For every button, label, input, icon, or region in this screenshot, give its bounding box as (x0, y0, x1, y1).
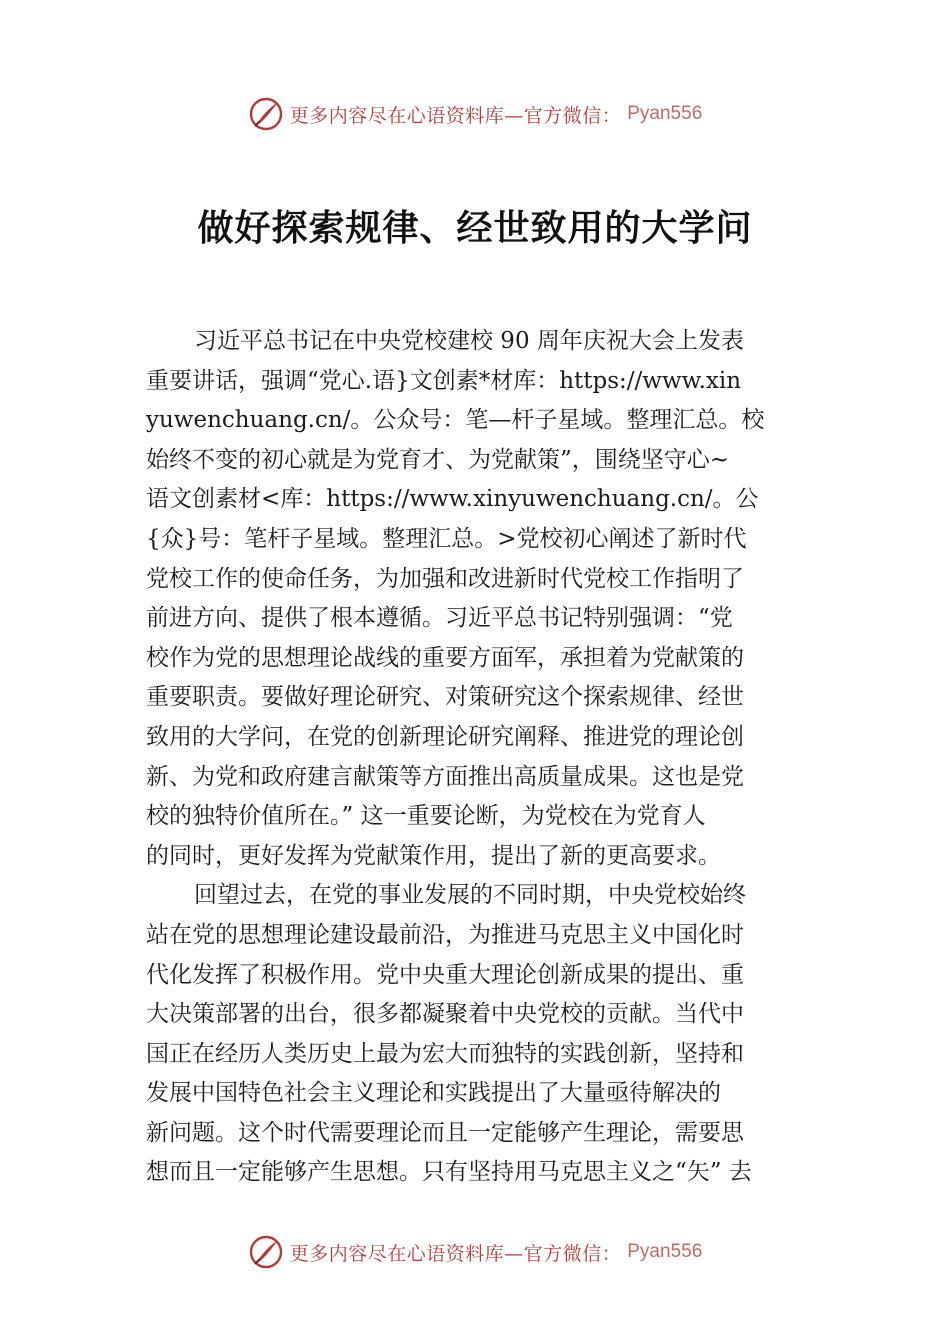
document-body (146, 322, 826, 1193)
body-line: 的同时，更好发挥为党献策作用，提出了新的更高要求。 (146, 842, 721, 869)
body-line: 国正在经历人类历史上最为宏大而独特的实践创新，坚持和 (146, 1040, 744, 1067)
body-line: 回望过去，在党的事业发展的不同时期，中央党校始终 (194, 882, 746, 909)
body-line: 新、为党和政府建言献策等方面推出高质量成果。这也是党 (146, 763, 744, 790)
body-line: 重要职责。要做好理论研究、对策研究这个探索规律、经世 (146, 684, 744, 711)
body-line: 习近平总书记在中央党校建校 90 周年庆祝大会上发表 (194, 328, 744, 354)
body-line: 校作为党的思想理论战线的重要方面军，承担着为党献策的 (146, 644, 744, 671)
header-banner-text: 更多内容尽在心语资料库—官方微信： (289, 104, 622, 127)
body-line: 站在党的思想理论建设最前沿，为推进马克思主义中国化时 (146, 921, 744, 948)
footer-banner (0, 1232, 950, 1272)
quill-pen-logo (248, 96, 284, 132)
body-line: 致用的大学问，在党的创新理论研究阐释、推进党的理论创 (146, 723, 744, 750)
body-line: {众}号：笔杆子星域。整理汇总。>党校初心阐述了新时代 (146, 525, 747, 552)
document-title: 做好探索规律、经世致用的大学问 (197, 207, 753, 249)
header-wechat-id: Pyan556 (627, 103, 703, 124)
body-line: 想而且一定能够产生思想。只有坚持用马克思主义之“矢” 去 (146, 1159, 752, 1186)
body-line: 始终不变的初心就是为党育才、为党献策”，围绕坚守心~ (146, 446, 730, 473)
body-line: 语文创素材<库：https://www.xinyuwenchuang.cn/。公 (146, 486, 759, 513)
body-line: 重要讲话，强调“党心.语}文创素*材库：https://www.xin (146, 367, 742, 394)
body-line: 大决策部署的出台，很多都凝聚着中央党校的贡献。当代中 (146, 1001, 744, 1028)
quill-pen-logo (248, 1234, 284, 1270)
body-line: yuwenchuang.cn/。公众号：笔—杆子星域。整理汇总。校 (146, 407, 765, 434)
body-line: 发展中国特色社会主义理论和实践提出了大量亟待解决的 (146, 1080, 721, 1107)
header-banner (0, 94, 950, 134)
footer-banner-text: 更多内容尽在心语资料库—官方微信： (289, 1242, 622, 1265)
body-line: 前进方向、提供了根本遵循。习近平总书记特别强调：“党 (146, 605, 733, 632)
body-line: 新问题。这个时代需要理论而且一定能够产生理论，需要思 (146, 1119, 744, 1146)
footer-wechat-id: Pyan556 (627, 1241, 703, 1262)
body-line: 党校工作的使命任务，为加强和改进新时代党校工作指明了 (146, 565, 744, 592)
body-line: 校的独特价值所在。” 这一重要论断，为党校在为党育人 (146, 803, 706, 830)
body-line: 代化发挥了积极作用。党中央重大理论创新成果的提出、重 (146, 961, 744, 988)
